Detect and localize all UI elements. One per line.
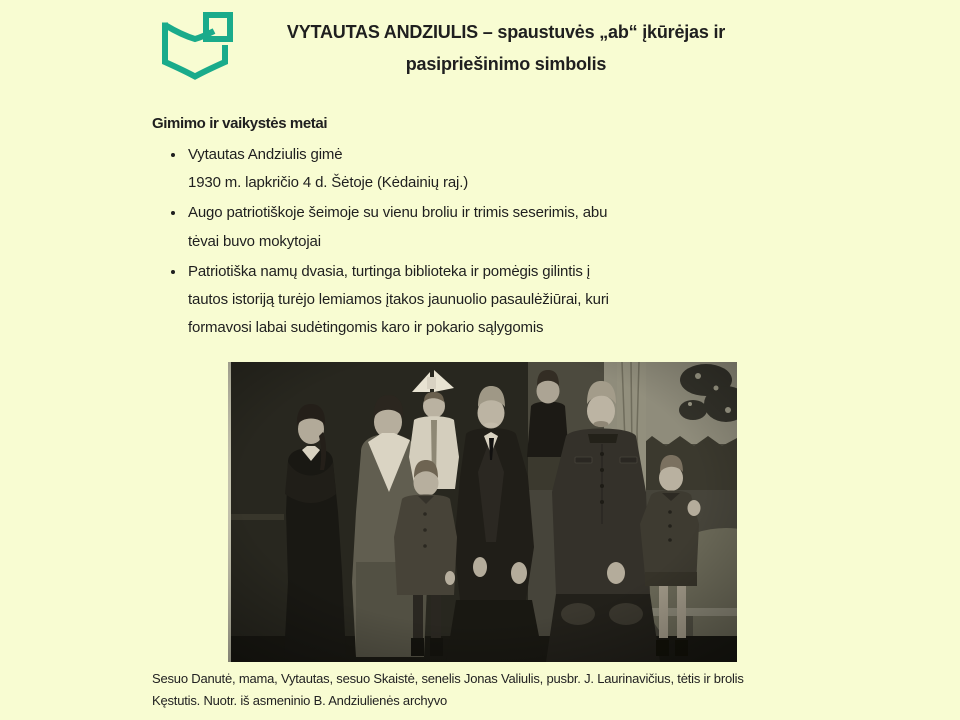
bullet-list — [152, 141, 866, 344]
photo-caption-line2: Kęstutis. Nuotr. iš asmeninio B. Andziulienės archyvo — [152, 693, 448, 708]
slide-title-line1: VYTAUTAS ANDZIULIS – spaustuvės „ab“ įkūrėjas ir — [286, 22, 726, 42]
photo-caption-line1: Sesuo Danutė, mama, Vytautas, sesuo Skaistė, senelis Jonas Valiulis, pusbr. J. Laurinavičius, tėtis ir brolis — [152, 671, 744, 686]
slide-title — [200, 16, 812, 80]
bullet-item: • Vytautas Andziulis gimė 1930 m. lapkričio 4 d. Šėtoje (Kėdainių raj.) — [186, 141, 866, 198]
bullet-item: • Augo patriotiškoje šeimoje su vienu broliu ir trimis seserimis, abu tėvai buvo mokytojai — [186, 199, 866, 256]
family-photo — [228, 362, 737, 662]
slide-title-line2: pasipriešinimo simbolis — [405, 54, 607, 74]
bullet-item: • Patriotiška namų dvasia, turtinga biblioteka ir pomėgis gilintis į tautos istoriją turėjo lemiamos įtakos jaunuolio pasaulėžiūrai, kuri formavosi labai sudėtingomis karo ir pokario sąlygomis — [186, 258, 866, 343]
section-heading: Gimimo ir vaikystės metai — [152, 115, 328, 132]
family-photo-illustration — [228, 362, 737, 662]
photo-caption — [152, 668, 744, 712]
